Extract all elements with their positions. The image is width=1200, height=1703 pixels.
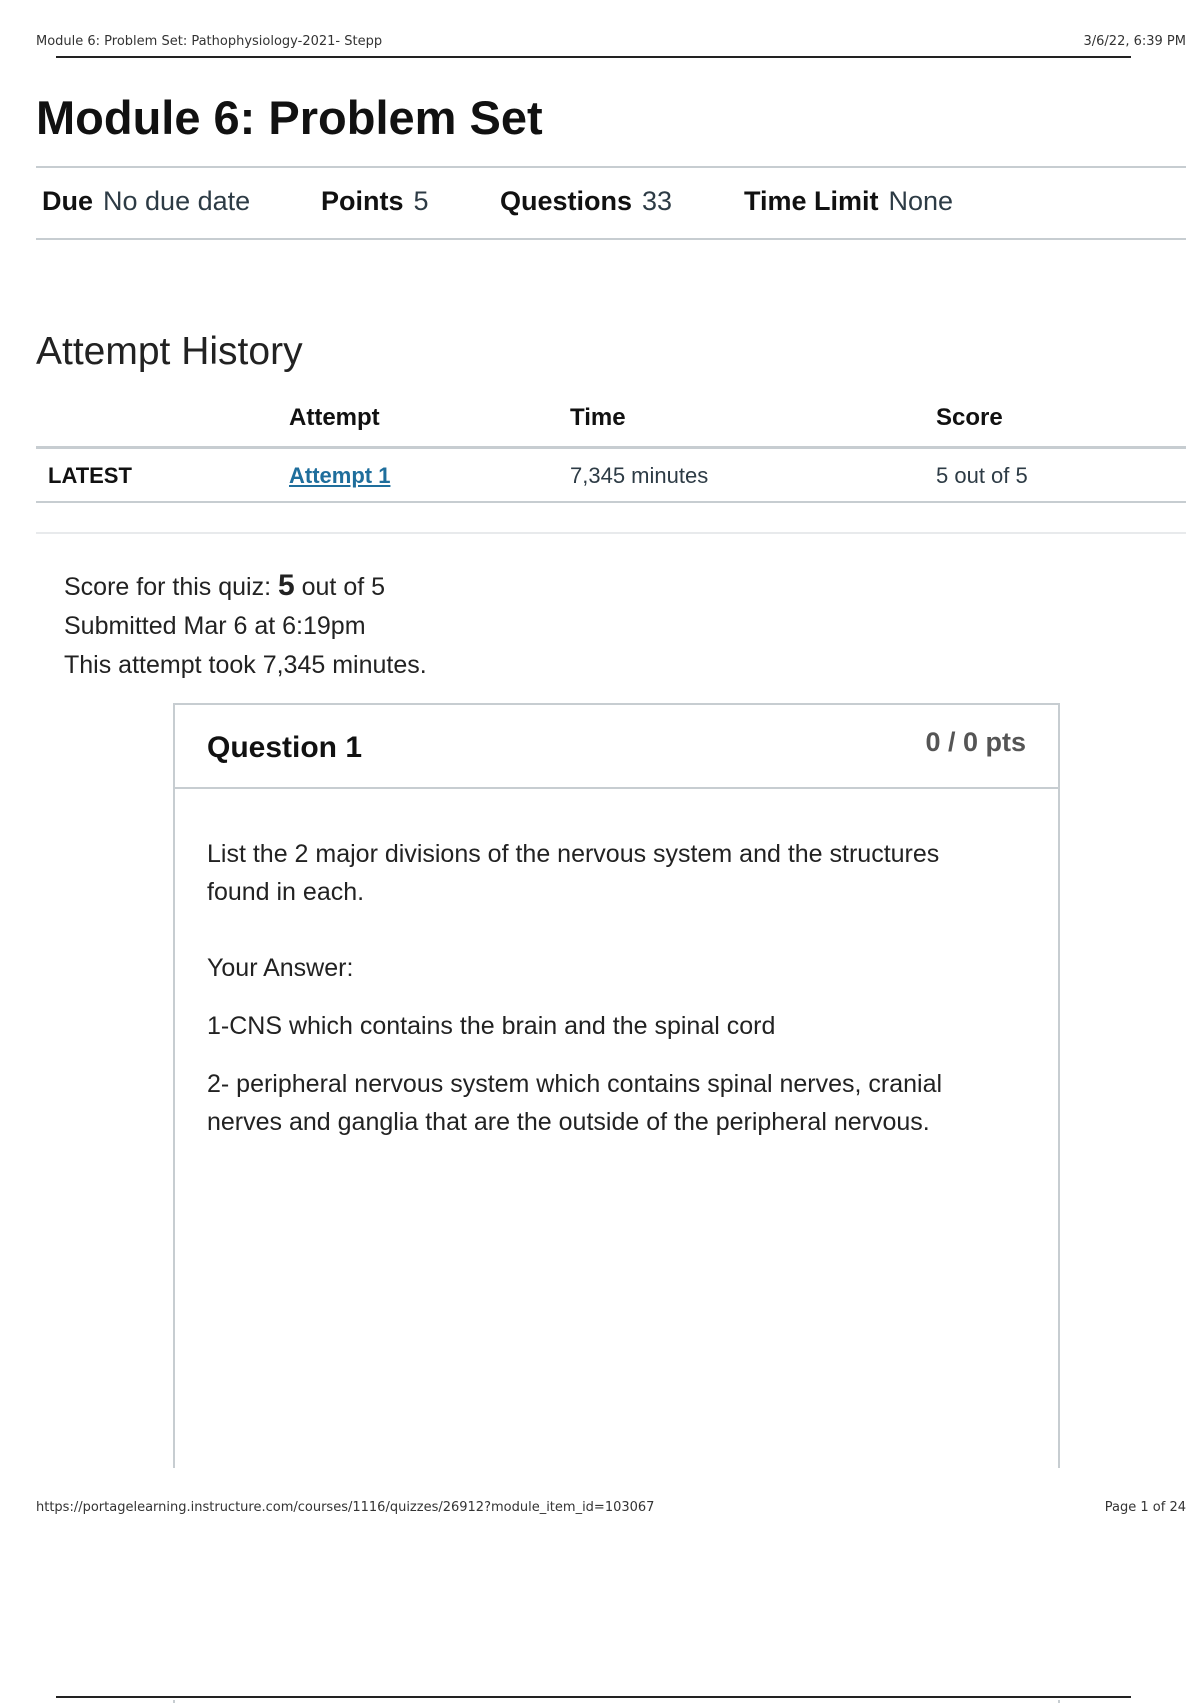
time-limit-value: None [888,186,954,216]
answer-label: Your Answer: [207,954,354,982]
questions-label: Questions [500,186,633,216]
attempt-score: 5 out of 5 [936,463,1028,488]
duration-line: This attempt took 7,345 minutes. [64,651,427,679]
print-header-title: Module 6: Problem Set: Pathophysiology-2021- Stepp [36,34,383,49]
attempt-history-table [36,400,1186,503]
print-footer [36,1500,1186,1515]
page-number: Page 1 of 24 [1104,1500,1186,1515]
question-body [207,835,1007,1141]
due-label: Due [42,186,94,216]
score-prefix: Score for this quiz: [64,573,278,601]
points-detail [321,186,429,217]
score-value: 5 [277,569,295,602]
header-divider [56,56,1131,58]
attempt-time: 7,345 minutes [570,463,709,488]
questions-value: 33 [642,186,673,216]
answer-line-1: 1-CNS which contains the brain and the spinal cord [207,1012,776,1040]
column-header-score: Score [936,404,1003,431]
submitted-line: Submitted Mar 6 at 6:19pm [64,612,366,640]
due-value: No due date [103,186,251,216]
quiz-details-bar [36,166,1186,240]
table-header-row [36,400,1186,449]
time-limit-detail [744,186,953,217]
questions-detail [500,186,672,217]
points-label: Points [321,186,404,216]
section-divider [36,532,1186,534]
column-header-attempt: Attempt [289,404,380,431]
quiz-score-line [64,566,427,607]
due-detail [42,186,250,217]
column-header-time: Time [570,404,626,431]
print-header [36,34,1186,49]
page-url: https://portagelearning.instructure.com/courses/1116/quizzes/26912?module_item_id=103067 [36,1500,655,1515]
page-title: Module 6: Problem Set [36,91,543,144]
attempt-1-link[interactable]: Attempt 1 [289,463,391,488]
quiz-summary [64,566,427,685]
table-row [36,449,1186,503]
question-points: 0 / 0 pts [925,727,1026,757]
attempt-history-heading: Attempt History [36,330,303,373]
next-page-header-divider [56,1696,1131,1698]
question-title: Question 1 [207,731,363,764]
print-header-timestamp: 3/6/22, 6:39 PM [1083,34,1186,49]
answer-line-2: 2- peripheral nervous system which contains spinal nerves, cranial nerves and ganglia that are the outside of the peripheral nervous. [207,1070,943,1136]
question-header [175,705,1058,789]
time-limit-label: Time Limit [744,186,879,216]
score-suffix: out of 5 [294,573,386,601]
question-prompt: List the 2 major divisions of the nervous system and the structures found in each. [207,840,940,906]
points-value: 5 [413,186,429,216]
latest-label: LATEST [48,463,132,488]
